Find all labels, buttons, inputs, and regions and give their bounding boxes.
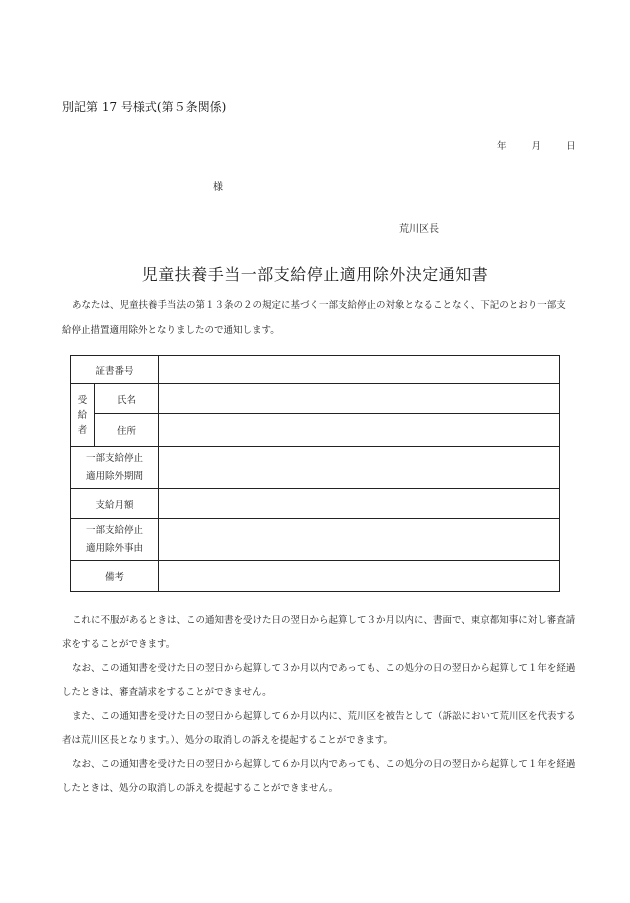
exclusion-reason-label-line: 一部支給停止 xyxy=(85,524,143,536)
monthly-amount-value xyxy=(159,489,560,519)
address-label: 住所 xyxy=(95,414,159,447)
exclusion-reason-label-line: 適用除外事由 xyxy=(85,542,143,554)
document-title: 児童扶養手当一部支給停止適用除外決定通知書 xyxy=(141,265,489,284)
recipient-group-char: 給 xyxy=(77,409,88,421)
date-day-label: 日 xyxy=(566,141,576,152)
appeal-notes xyxy=(62,609,582,801)
certificate-number-label: 証書番号 xyxy=(71,356,159,384)
recipient-group-char: 者 xyxy=(77,424,88,436)
monthly-amount-label: 支給月額 xyxy=(71,489,159,519)
name-label: 氏名 xyxy=(95,384,159,414)
intro-paragraph: あなたは、児童扶養手当法の第１３条の２の規定に基づく一部支給停止の対象となることなく、下記のとおり一部支給停止措置適用除外となりましたので通知します。 xyxy=(62,300,566,336)
exclusion-period-value xyxy=(159,447,560,489)
table-row-name xyxy=(71,384,560,414)
date-year-label: 年 xyxy=(497,141,507,152)
remarks-label: 備考 xyxy=(71,561,159,592)
address-value xyxy=(159,414,560,447)
exclusion-reason-label xyxy=(71,519,159,561)
notice-table xyxy=(70,355,560,592)
appeal-note-paragraph: なお、この通知書を受けた日の翌日から起算して６か月以内であっても、この処分の日の翌日から起算して１年を経過したときは、処分の取消しの訴えを提起することができません。 xyxy=(62,759,576,794)
table-row-monthly-amount xyxy=(71,489,560,519)
recipient-honorific: 様 xyxy=(213,182,223,193)
table-row-remarks xyxy=(71,561,560,592)
exclusion-period-label xyxy=(71,447,159,489)
certificate-number-value xyxy=(159,356,560,384)
form-label: 別記第 17 号様式(第５条関係) xyxy=(62,100,227,114)
table-row-certificate-number xyxy=(71,356,560,384)
appeal-note-paragraph: これに不服があるときは、この通知書を受けた日の翌日から起算して３か月以内に、書面で、東京都知事に対し審査請求をすることができます。 xyxy=(62,615,576,650)
name-value xyxy=(159,384,560,414)
appeal-note-paragraph: なお、この通知書を受けた日の翌日から起算して３か月以内であっても、この処分の日の翌日から起算して１年を経過したときは、審査請求をすることができません。 xyxy=(62,663,576,698)
date-line xyxy=(497,138,576,152)
exclusion-reason-value xyxy=(159,519,560,561)
table-row-exclusion-period xyxy=(71,447,560,489)
table-row-address xyxy=(71,414,560,447)
remarks-value xyxy=(159,561,560,592)
exclusion-period-label-line: 一部支給停止 xyxy=(85,452,143,464)
recipient-group-char: 受 xyxy=(77,394,88,406)
table-row-exclusion-reason xyxy=(71,519,560,561)
recipient-group-label xyxy=(71,384,95,447)
issuer-name: 荒川区長 xyxy=(399,224,439,235)
appeal-note-paragraph: また、この通知書を受けた日の翌日から起算して６か月以内に、荒川区を被告として（訴訟において荒川区を代表する者は荒川区長となります。）、処分の取消しの訴えを提起することができます。 xyxy=(62,711,576,746)
exclusion-period-label-line: 適用除外期間 xyxy=(85,470,143,482)
date-month-label: 月 xyxy=(531,141,542,152)
